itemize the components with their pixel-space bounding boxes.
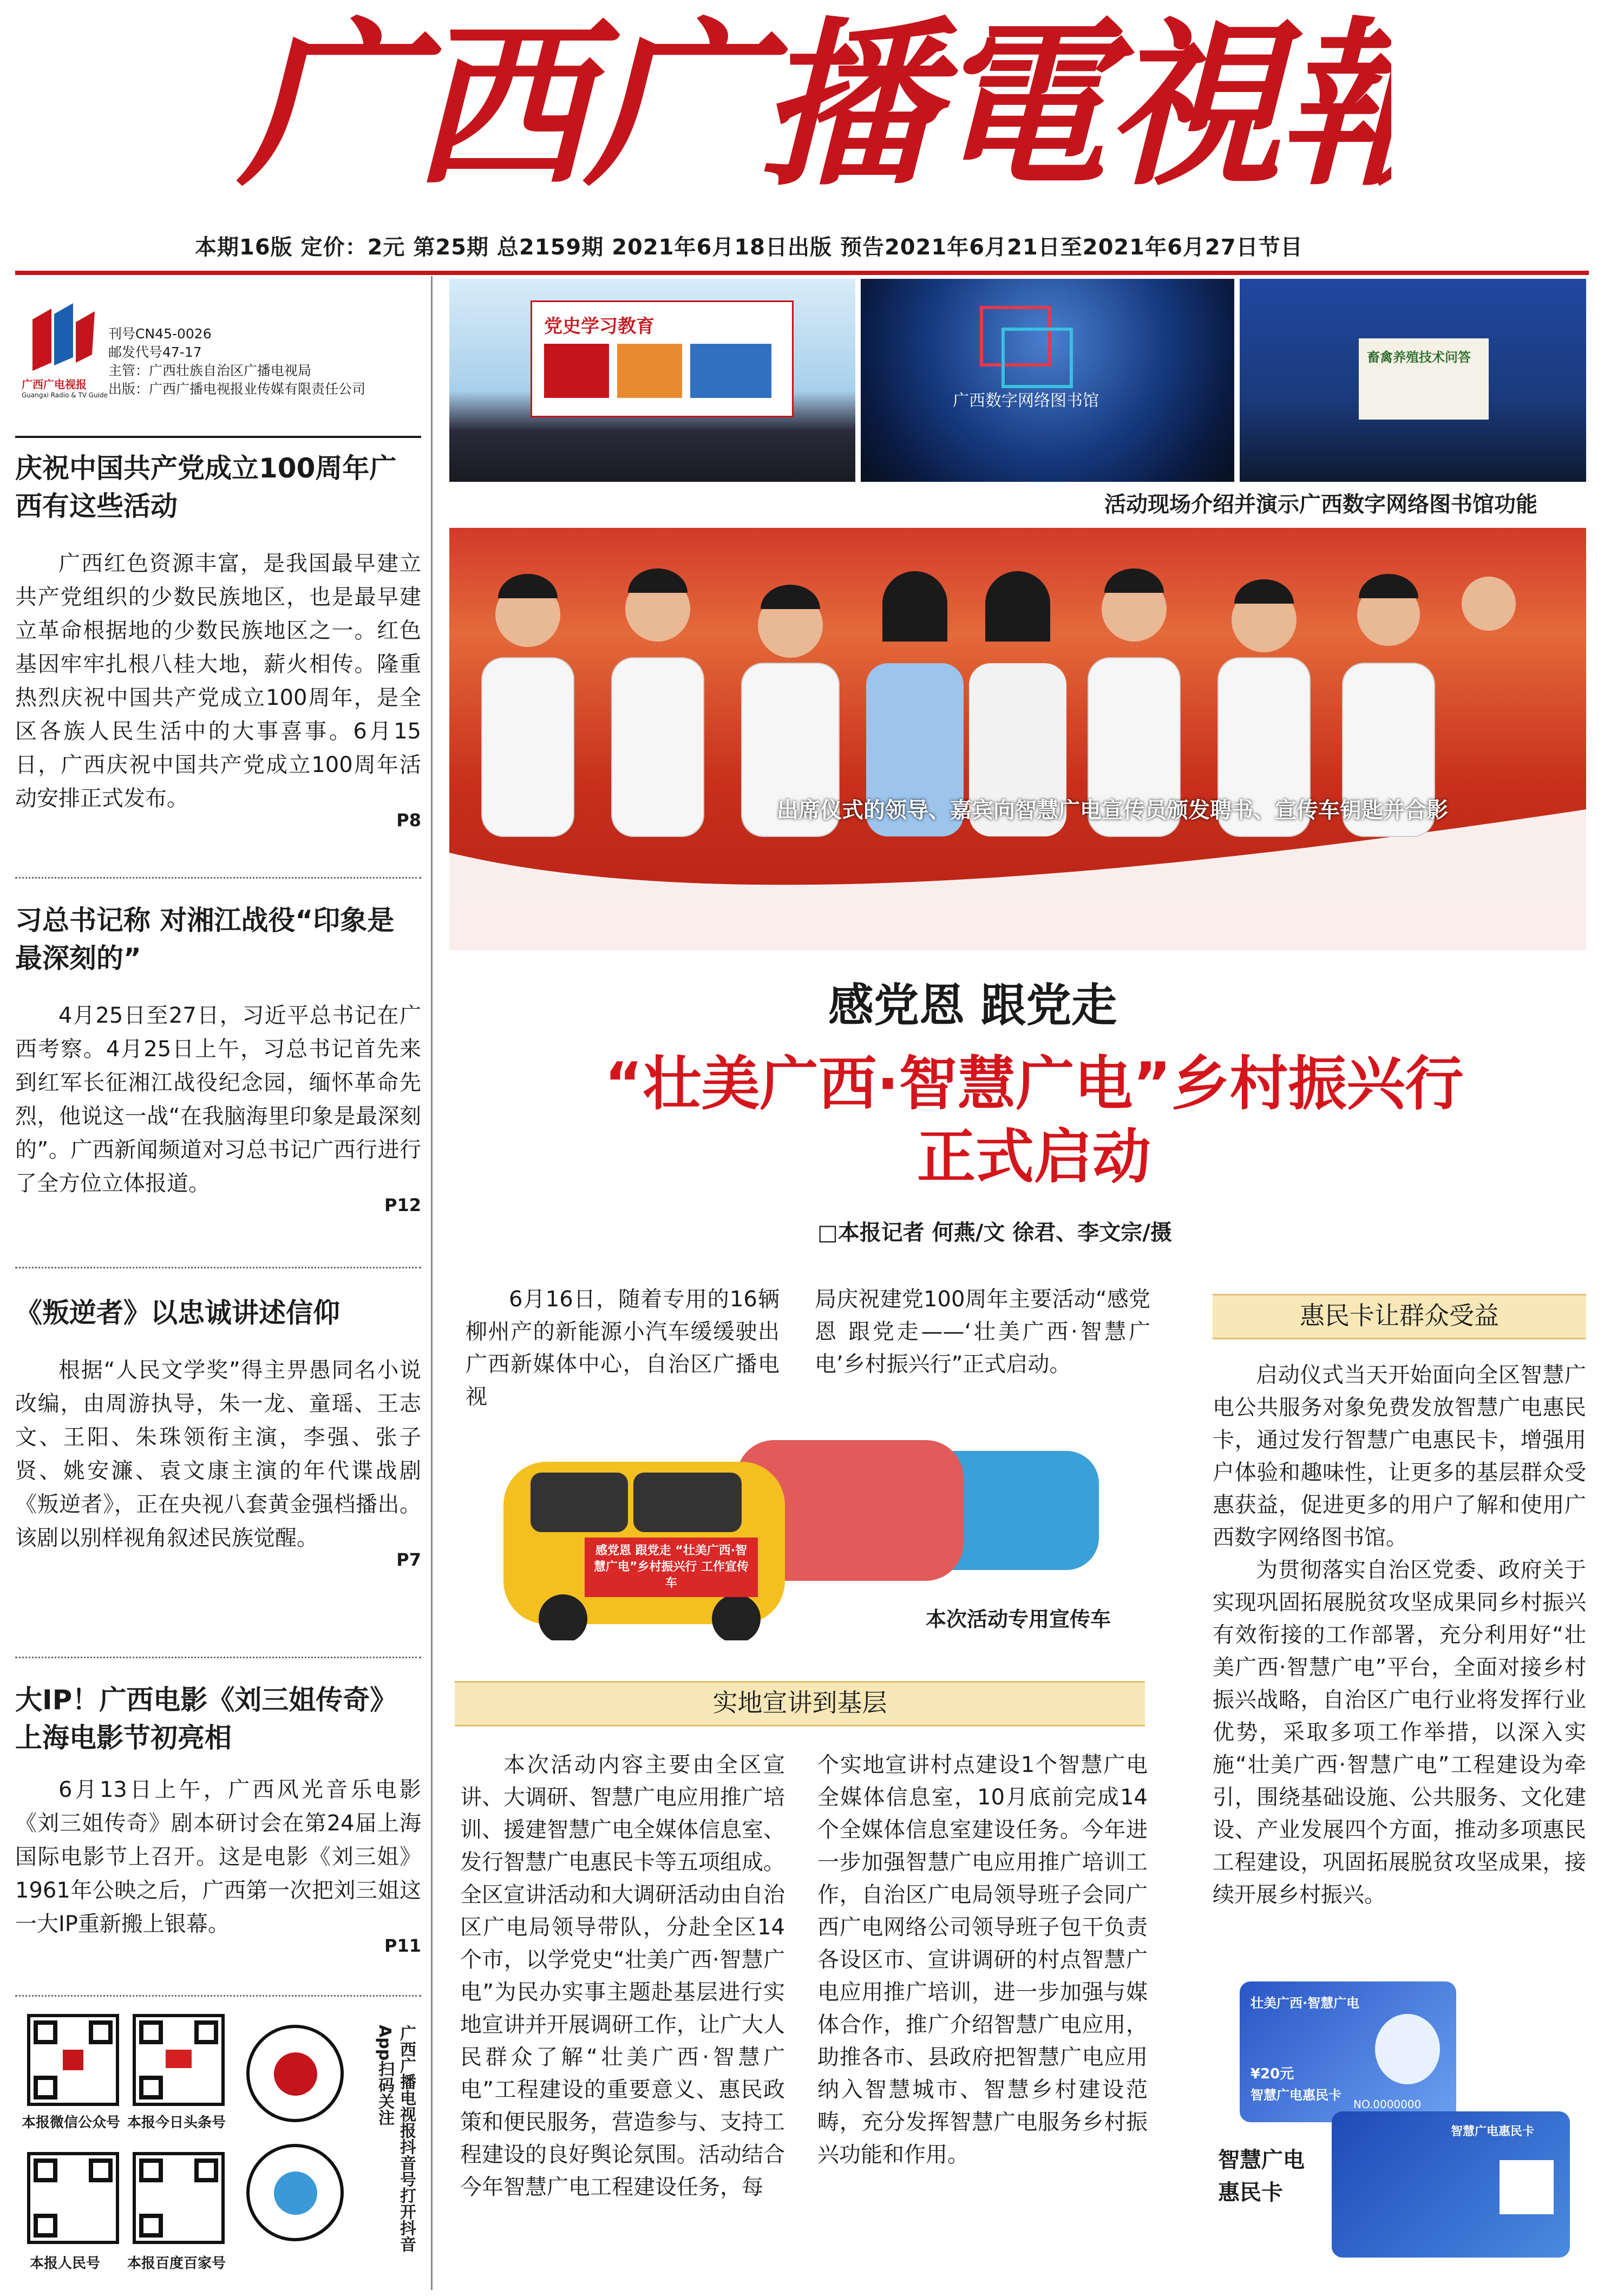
card-back-title: 智慧广电惠民卡 [1451, 2125, 1535, 2138]
benefit-card-front [1240, 1981, 1456, 2122]
qr-code-baidu[interactable] [133, 2152, 225, 2244]
brief-body: 4月25日至27日，习近平总书记在广西考察。4月25日上午，习总书记首先来到红军长征湘江战役纪念园，缅怀革命先烈，他说这一战“在我脑海里印象是最深刻的”。广西新闻频道对习总书记广西行进行了全方位立体报道。 [15, 1003, 421, 1196]
masthead [227, 5, 1391, 222]
qr-label: 本报微信公众号 [22, 2115, 121, 2131]
qr-code-toutiao[interactable] [133, 2014, 225, 2106]
brief-body: 广西红色资源丰富，是我国最早建立共产党组织的少数民族地区，也是最早建立革命根据地的少数民族地区之一。红色基因牢牢扎根八桂大地，薪火相传。隆重热烈庆祝中国共产党成立100周年，是全区各族人民生活中的大事喜事。6月15日，广西庆祝中国共产党成立100周年活动安排正式发布。 [15, 551, 421, 811]
brief-title[interactable]: 《叛逆者》以忠诚讲述信仰 [15, 1297, 340, 1329]
publisher-line: 主管：广西壮族自治区广播电视局 [108, 363, 312, 378]
page-ref[interactable]: P12 [384, 1195, 421, 1215]
card-name: 智慧广电惠民卡 [1251, 2088, 1341, 2103]
brief-3 [15, 1294, 421, 1570]
logo-icon [22, 303, 103, 374]
car-banner: 感党恩 跟党走 “壮美广西·智慧广电”乡村振兴行 工作宣传车 [593, 1544, 749, 1590]
column-divider [431, 276, 433, 2290]
subhead-field-outreach: 实地宣讲到基层 [455, 1681, 1145, 1726]
group-photo-figures [449, 528, 1586, 950]
issue-line: 本期16版 定价：2元 第25期 总2159期 2021年6月18日出版 预告2021年6月21日至2021年6月27日节目 [195, 235, 1303, 260]
screen-title: 党史学习教育 [544, 316, 654, 337]
photo-screen-1 [449, 279, 855, 482]
section1-text: 本次活动内容主要由全区宣讲、大调研、智慧广电应用推广培训、援建智慧广电全媒体信息室、发行智慧广电惠民卡等五项组成。全区宣讲活动和大调研活动由自治区广电局领导带队，分赴全区14个市，以学党史“壮美广西·智慧广电”为民办实事主题赴基层进行实地宣讲并开展调研工作，让广大人民群众了解“壮美广西·智慧广电”工程建设的重要意义、惠民政策和便民服务，营造参与、支持工程建设的良好舆论氛围。活动结合今年智慧广电工程建设任务，每 [460, 1752, 785, 2200]
lead-text: 局庆祝建党100周年主要活动“感党恩 跟党走——‘壮美广西·智慧广电’乡村振兴行”正式启动。 [815, 1287, 1150, 1377]
article-byline: □本报记者 何燕/文 徐君、李文宗/摄 [817, 1220, 1172, 1245]
masthead-calligraphy [227, 5, 1391, 222]
lead-paragraph-2 [815, 1283, 1150, 1381]
section1-text: 个实地宣讲村点建设1个智慧广电全媒体信息室，10月底前完成14个全媒体信息室建设任务。今年进一步加强智慧广电应用推广培训工作，自治区广电局领导班子会同广西广电网络公司领导班子包干负责各设区市、宣讲调研的村点智慧广电应用推广培训，进一步加强与媒体合作，推广介绍智慧广电应用，助推各市、县政府把智慧广电应用纳入智慧城市、智慧乡村建设范畴，充分发挥智慧广电服务乡村振兴功能和作用。 [817, 1752, 1148, 2167]
qr-label: 本报人民号 [30, 2255, 101, 2272]
douyin-text: 广西广播电视报抖音号打开抖音App扫码关注 [375, 2025, 416, 2252]
brief-2 [15, 901, 421, 1215]
section1-column-a [460, 1749, 785, 2203]
separator [15, 1657, 421, 1660]
section2-text: 为贯彻落实自治区党委、政府关于实现巩固拓展脱贫攻坚成果同乡村振兴有效衔接的工作部署，充分利用好“壮美广西·智慧广电”平台，全面对接乡村振兴战略，自治区广电行业将发挥行业优势，采取多项工作举措，以深入实施“壮美广西·智慧广电”工程建设为牵引，围绕基础设施、公共服务、文化建设、产业发展四个方面，推动多项惠民工程建设，巩固拓展脱贫攻坚成果，接续开展乡村振兴。 [1213, 1558, 1586, 1907]
main-photo [449, 528, 1586, 950]
qr-code-people[interactable] [27, 2152, 119, 2244]
article-headline[interactable]: “壮美广西·智慧广电”乡村振兴行 [604, 1050, 1464, 1118]
top-photo-caption: 活动现场介绍并演示广西数字网络图书馆功能 [1104, 492, 1537, 517]
logo-subtext: Guangxi Radio & TV Guide [22, 391, 108, 399]
publisher-line: 出版：广西广播电视报业传媒有限责任公司 [108, 381, 366, 397]
douyin-code-1[interactable] [246, 2025, 344, 2122]
separator [15, 877, 421, 880]
section1-column-b [817, 1749, 1148, 2171]
publisher-logo [22, 303, 108, 401]
benefit-card-back [1332, 2111, 1570, 2258]
brief-1 [15, 449, 421, 830]
card-brand: 壮美广西·智慧广电 [1251, 1996, 1360, 2011]
screen-title: 畜禽养殖技术问答 [1367, 350, 1471, 365]
section2-column [1213, 1359, 1586, 1911]
left-rule [15, 436, 421, 438]
article-headline-line2[interactable]: 正式启动 [916, 1123, 1151, 1191]
card-number: NO.0000000 [1353, 2098, 1422, 2111]
qr-code-wechat[interactable] [27, 2014, 119, 2106]
screen-title: 广西数字网络图书馆 [953, 391, 1099, 410]
section2-text: 启动仪式当天开始面向全区智慧广电公共服务对象免费发放智慧广电惠民卡，通过发行智慧广电惠民卡，增强用户体验和趣味性，让更多的基层群众受惠获益，促进更多的用户了解和使用广西数字网络图书馆。 [1213, 1363, 1586, 1550]
subhead-benefit-card: 惠民卡让群众受益 [1213, 1294, 1586, 1339]
brief-title[interactable]: 庆祝中国共产党成立100周年广西有这些活动 [15, 453, 397, 522]
photo-screen-3 [1240, 279, 1586, 482]
lead-paragraph-1 [466, 1283, 780, 1413]
publisher-line: 刊号CN45-0026 [108, 326, 212, 342]
douyin-code-2[interactable] [246, 2144, 344, 2241]
brief-body: 根据“人民文学奖”得主畀愚同名小说改编，由周游执导，朱一龙、童瑶、王志文、王阳、朱珠领衔主演，李强、张子贤、姚安濂、袁文康主演的年代谍战剧《叛逆者》，正在央视八套黄金强档播出。该剧以别样视角叙述民族觉醒。 [15, 1358, 421, 1551]
brief-title[interactable]: 大IP！广西电影《刘三姐传奇》上海电影节初亮相 [15, 1684, 397, 1754]
top-rule [15, 271, 1589, 275]
card-caption: 智慧广电惠民卡 [1218, 2148, 1305, 2205]
card-value: ¥20元 [1251, 2066, 1294, 2082]
page-ref[interactable]: P7 [396, 1549, 421, 1570]
publisher-line: 邮发代号47-17 [108, 344, 202, 360]
page-ref[interactable]: P8 [396, 810, 421, 830]
page-ref[interactable]: P11 [384, 1935, 421, 1956]
brief-4 [15, 1681, 421, 1956]
brief-body: 6月13日上午，广西风光音乐电影《刘三姐传奇》剧本研讨会在第24届上海国际电影节上召开。这是电影《刘三姐》1961年公映之后，广西第一次把刘三姐这一大IP重新搬上银幕。 [15, 1777, 421, 1937]
main-photo-caption: 出席仪式的领导、嘉宾向智慧广电宣传员颁发聘书、宣传车钥匙并合影 [777, 798, 1448, 823]
publisher-info [108, 325, 411, 398]
qr-label: 本报百度百家号 [127, 2255, 226, 2272]
logo-text: 广西广电视报 [22, 378, 87, 391]
lead-text: 6月16日，随着专用的16辆柳州产的新能源小汽车缓缓驶出广西新媒体中心，自治区广播电视 [466, 1287, 780, 1409]
photo-screen-2 [861, 279, 1234, 482]
brief-title[interactable]: 习总书记称 对湘江战役“印象是最深刻的” [15, 905, 395, 974]
car-photo-caption: 本次活动专用宣传车 [926, 1607, 1111, 1631]
separator [15, 1267, 421, 1270]
separator [15, 1995, 421, 1998]
qr-label: 本报今日头条号 [127, 2115, 226, 2131]
article-kicker: 感党恩 跟党走 [828, 979, 1117, 1032]
masthead-title: 广西广播電視報 [238, 5, 1391, 210]
